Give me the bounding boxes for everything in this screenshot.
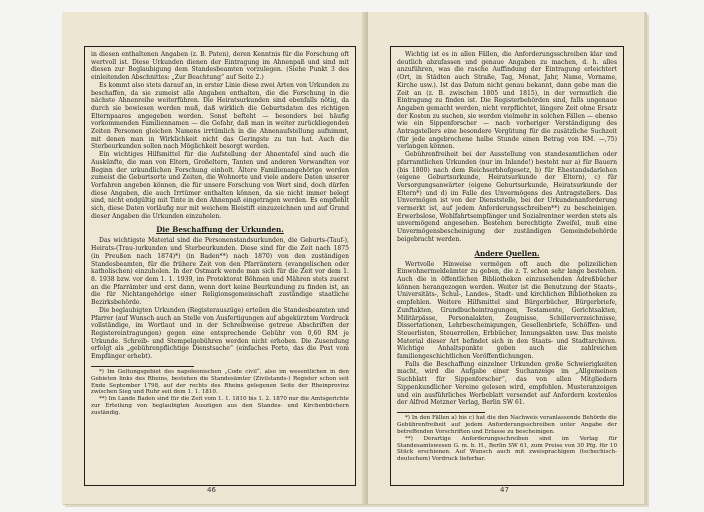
- paragraph: Falls die Beschaffung einzelner Urkunden große Schwierigkeiten macht, wird die Aufgabe einer Suchanzeige im „Allgemeinen Suchblatt für Sippenforscher“, das von allen Mitgliedern Sippenkundlicher Vereine gelesen wird, empfohlen. Musteranzeigen und ein ausführliches Werbeblatt versendet auf Anfordern kostenlos der Alfred Metzner Verlag, Berlin SW 61.: [397, 360, 617, 407]
- left-text-frame: [84, 46, 356, 486]
- footnote-divider: [91, 366, 194, 367]
- page-number: 46: [207, 486, 216, 494]
- section-heading: Die Beschaffung der Urkunden.: [156, 225, 284, 235]
- paragraph: Es kommt also stets darauf an, in erster Linie diese zwei Arten von Urkunden zu beschaffen, da sie zumeist alle Angaben enthalten, die die Forschung in die nächste Ahnenreihe weiterführen. Die Heiratsurkunden sind ebenfalls nötig, da durch sie bewiesen werden muß, daß wirklich die Geburtsdaten des richtigen Elternpaares angegeben werden. Sonst befteht — besonders bei häufig vorkommenden Familiennamen — die Gefahr, daß man in weiter zurückliegenden Zeiten Personen gleichen Namens irrtümlich in die Ahnenaufstellung aufnimmt, mit denen man in Wirklichkeit nicht das Geringste zu tun hat. Auch die Sterbeurkunden sollen nach Möglichkeit besorgt werden.: [91, 81, 349, 151]
- footnote: **) Derartige Anforderungsschreiben sind im Verlag für Standesamtswesen G. m. b. H., Berlin SW 61, zum Preise von 30 Pfg. für 10 Stück erschienen. Auf Wunsch auch mit zweisprachigem (tschechisch-deutschem) Vordruck lieferbar.: [397, 435, 617, 463]
- paragraph: Die beglaubigten Urkunden (Registerauszüge) erteilen die Standesbeamten und Pfarrer (auf Wunsch auch an Stelle von Ausfertigungen auf abgekürztem Vordruck vollständige, im Wortlaut und in der Schreibweise getreue Abschriften der Registereintragungen) gegen eine entsprechende Gebühr von 0,60 RM je Urkunde. Schreib- und Stempelgebühren werden nicht erhoben. Die Zusendung erfolgt als „gebührenpflichtige Dienstsache“ (einfaches Porto, das die Post vom Empfänger erhebt).: [91, 306, 349, 361]
- paragraph: Ein wichtiges Hilfsmittel für die Aufstellung der Ahnentafel sind auch die Auskünfte, die man von Eltern, Großeltern, Tanten und anderen Verwandten vor Beginn der urkundlichen Forschung einholt. Ältere Familienangehörige werden zumeist die Geburtsorte und Zeiten, die Wohnorte und viele andere Daten unserer Vorfahren angeben können, die für unsere Forschung von Wert sind, doch dürfen diese Angaben, die auch Irrtümer enthalten können, da sie nicht immer belegt sind, nicht endgültig mit Tinte in den Ahnenpaß eingetragen werden. Es empfiehlt sich, diese Daten vorläufig nur mit weichem Bleistift einzuzeichnen und auf Grund dieser Angaben die Urkunden einzuholen.: [91, 151, 349, 220]
- footnote: *) In den Fällen a) bis c) hat die den Nachweis veranlassende Behörde die Gebührenfreiheit auf jedem Anforderungsschreiben unter Angabe der betreffenden Vorschriften und Erlasse zu bescheinigen.: [397, 414, 617, 435]
- paragraph: Wichtig ist es in allen Fällen, die Anforderungsschreiben klar und deutlich abzufassen und genaue Angaben zu machen, d. h. alles anzuführen, was die rasche Auffindung der Eintragung erleichtert (Ort, in Städten auch Straße, Tag, Monat, Jahr, Name, Vorname, Kirche usw.). Ist das Datum nicht genau bekannt, dann gebe man die Zeit an (z. B. zwischen 1805 und 1815), in der vermutlich die Eintragung zu finden ist. Die Registerbehörden sind, falls ungenaue Angaben gemacht werden, nicht verpflichtet, längere Zeit ohne Ersatz der Kosten zu suchen, sie werden vielmehr in solchen Fällen — ebenso wie ein Sippenforscher — nach vorheriger Verständigung des Antragstellers eine besondere Vergütung für die zusätzliche Suchzeit (für jede angebrochene halbe Stunde einen Betrag von RM. —,75) verlangen können.: [397, 51, 617, 151]
- paragraph: in diesen enthaltenen Angaben (z. B. Paten), deren Kenntnis für die Forschung oft wertvoll ist. Diese Urkunden dienen der Eintragung im Ahnenpaß und sind mit diesen zur Beglaubigung dem Standesbeamten vorzulegen. (Siehe Punkt 3 des einleitenden Abschnittes: „Zur Beachtung“ auf Seite 2.): [91, 51, 349, 82]
- right-text-body: [391, 47, 623, 463]
- footnote: *) Im Geltungsgebiet des napoleonischen „Code civil“, also im wesentlichen in den Gebieten links des Rheins, bestehen die Standesämter (Zivilstands-) Register schon seit Ende September 1798, auf der rechts des Rheins gelegenen Seite der Rheinprovinz zwischen Sieg und Ruhr seit dem 1. 1. 1810.: [91, 368, 349, 396]
- footnote: **) Im Lande Baden sind für die Zeit vom 1. 1. 1810 bis 1. 2. 1870 nur die Amtsgerichte zur Erteilung von beglaubigten Auszügen aus den Standes- und Kirchenbüchern zuständig.: [91, 396, 349, 417]
- footnote-divider: [397, 412, 485, 413]
- section-heading: Andere Quellen.: [474, 248, 540, 258]
- left-page: [62, 12, 368, 504]
- paragraph: Das wichtigste Material sind die Personenstandsurkunden, die Geburts-(Tauf-), Heirats-(Trau-)urkunden und Sterbeurkunden. Diese sind für die Zeit nach 1875 (in Preußen nach 1874)*) (in Baden**) nach 1870) von den zuständigen Standesbeamten, für die frühere Zeit von den Pfarrämtern (evangelischen oder katholischen) einzuholen. In der Ostmark wende man sich für die Zeit vor dem 1. 8. 1938 bzw. vor dem 1. 1. 1939, im Protektorat Böhmen und Mähren stets zuerst an die Pfarrämter und erst dann, wenn dort keine Beurkundung zu finden ist, an die für Nichtangehörige einer Religionsgemeinschaft zuständige staatliche Bezirksbehörde.: [91, 237, 349, 307]
- open-book: [62, 12, 646, 504]
- right-page: [368, 12, 644, 504]
- right-text-frame: [390, 46, 624, 486]
- page-number: 47: [500, 486, 509, 494]
- left-text-body: [85, 47, 355, 417]
- paragraph: Wertvolle Hinweise vermögen oft auch die polizeilichen Einwohnermeldeämter zu geben, die z. T. schon sehr lange bestehen. Auch die in öffentlichen Bibliotheken einzusehenden Adreßbücher können herangezogen werden. Weiter ist die Benutzung der Staats-, Universitäts-, Schul-, Landes-, Stadt- und kirchlichen Bibliotheken zu empfehlen. Weitere Hilfsmittel sind Bürgerbücher, Bürgerbriefe, Zunftakten, Grundbucheintragungen, Testamente, Gerichtsakten, Militärpässe, Personalakten, Zeugnisse, Schülerverzeichnisse, Dissertationen, Lehrbescheinigungen, Gesellenbriefe, Schöffen- und Steuerlisten, Steuerrollen, Erbbücher, Innungsakten usw. Das meiste Material dieser Art befindet sich in den Staats- und Stadtarchiven. Wichtige Anhaltspunkte geben auch die zahlreichen familiengeschichtlichen Veröffentlichungen.: [397, 260, 617, 361]
- paragraph: Gebührenfreiheit bei der Ausstellung von standesamtlichen oder pfarramtlichen Urkunden (nur im Inlande!) besteht nur a) für Bauern (bis 1800) nach dem Reichserbhofgesetz, b) für Ehestandsdarlehen (eigene Geburtsurkunde, Heiratsurkunde der Eltern), c) für Versorgungsanwärter (eigene Geburtsurkunde, Heiratsurkunde der Eltern*) und d) im Falle des Unvermögens des Antragstellers. Das Unvermögen ist von der Dienststelle, bei der Urkundenanforderung vermerkt ist, auf jedem Anforderungsschreiben**) zu bescheinigen. Erwerbslose, Wohlfahrtsempfänger und Sozialrentner werden stets als unvermögend angesehen. Bestehen berechtigte Zweifel, muß eine Unvermögensbescheinigung der zuständigen Gemeindebehörde beigebracht werden.: [397, 151, 617, 243]
